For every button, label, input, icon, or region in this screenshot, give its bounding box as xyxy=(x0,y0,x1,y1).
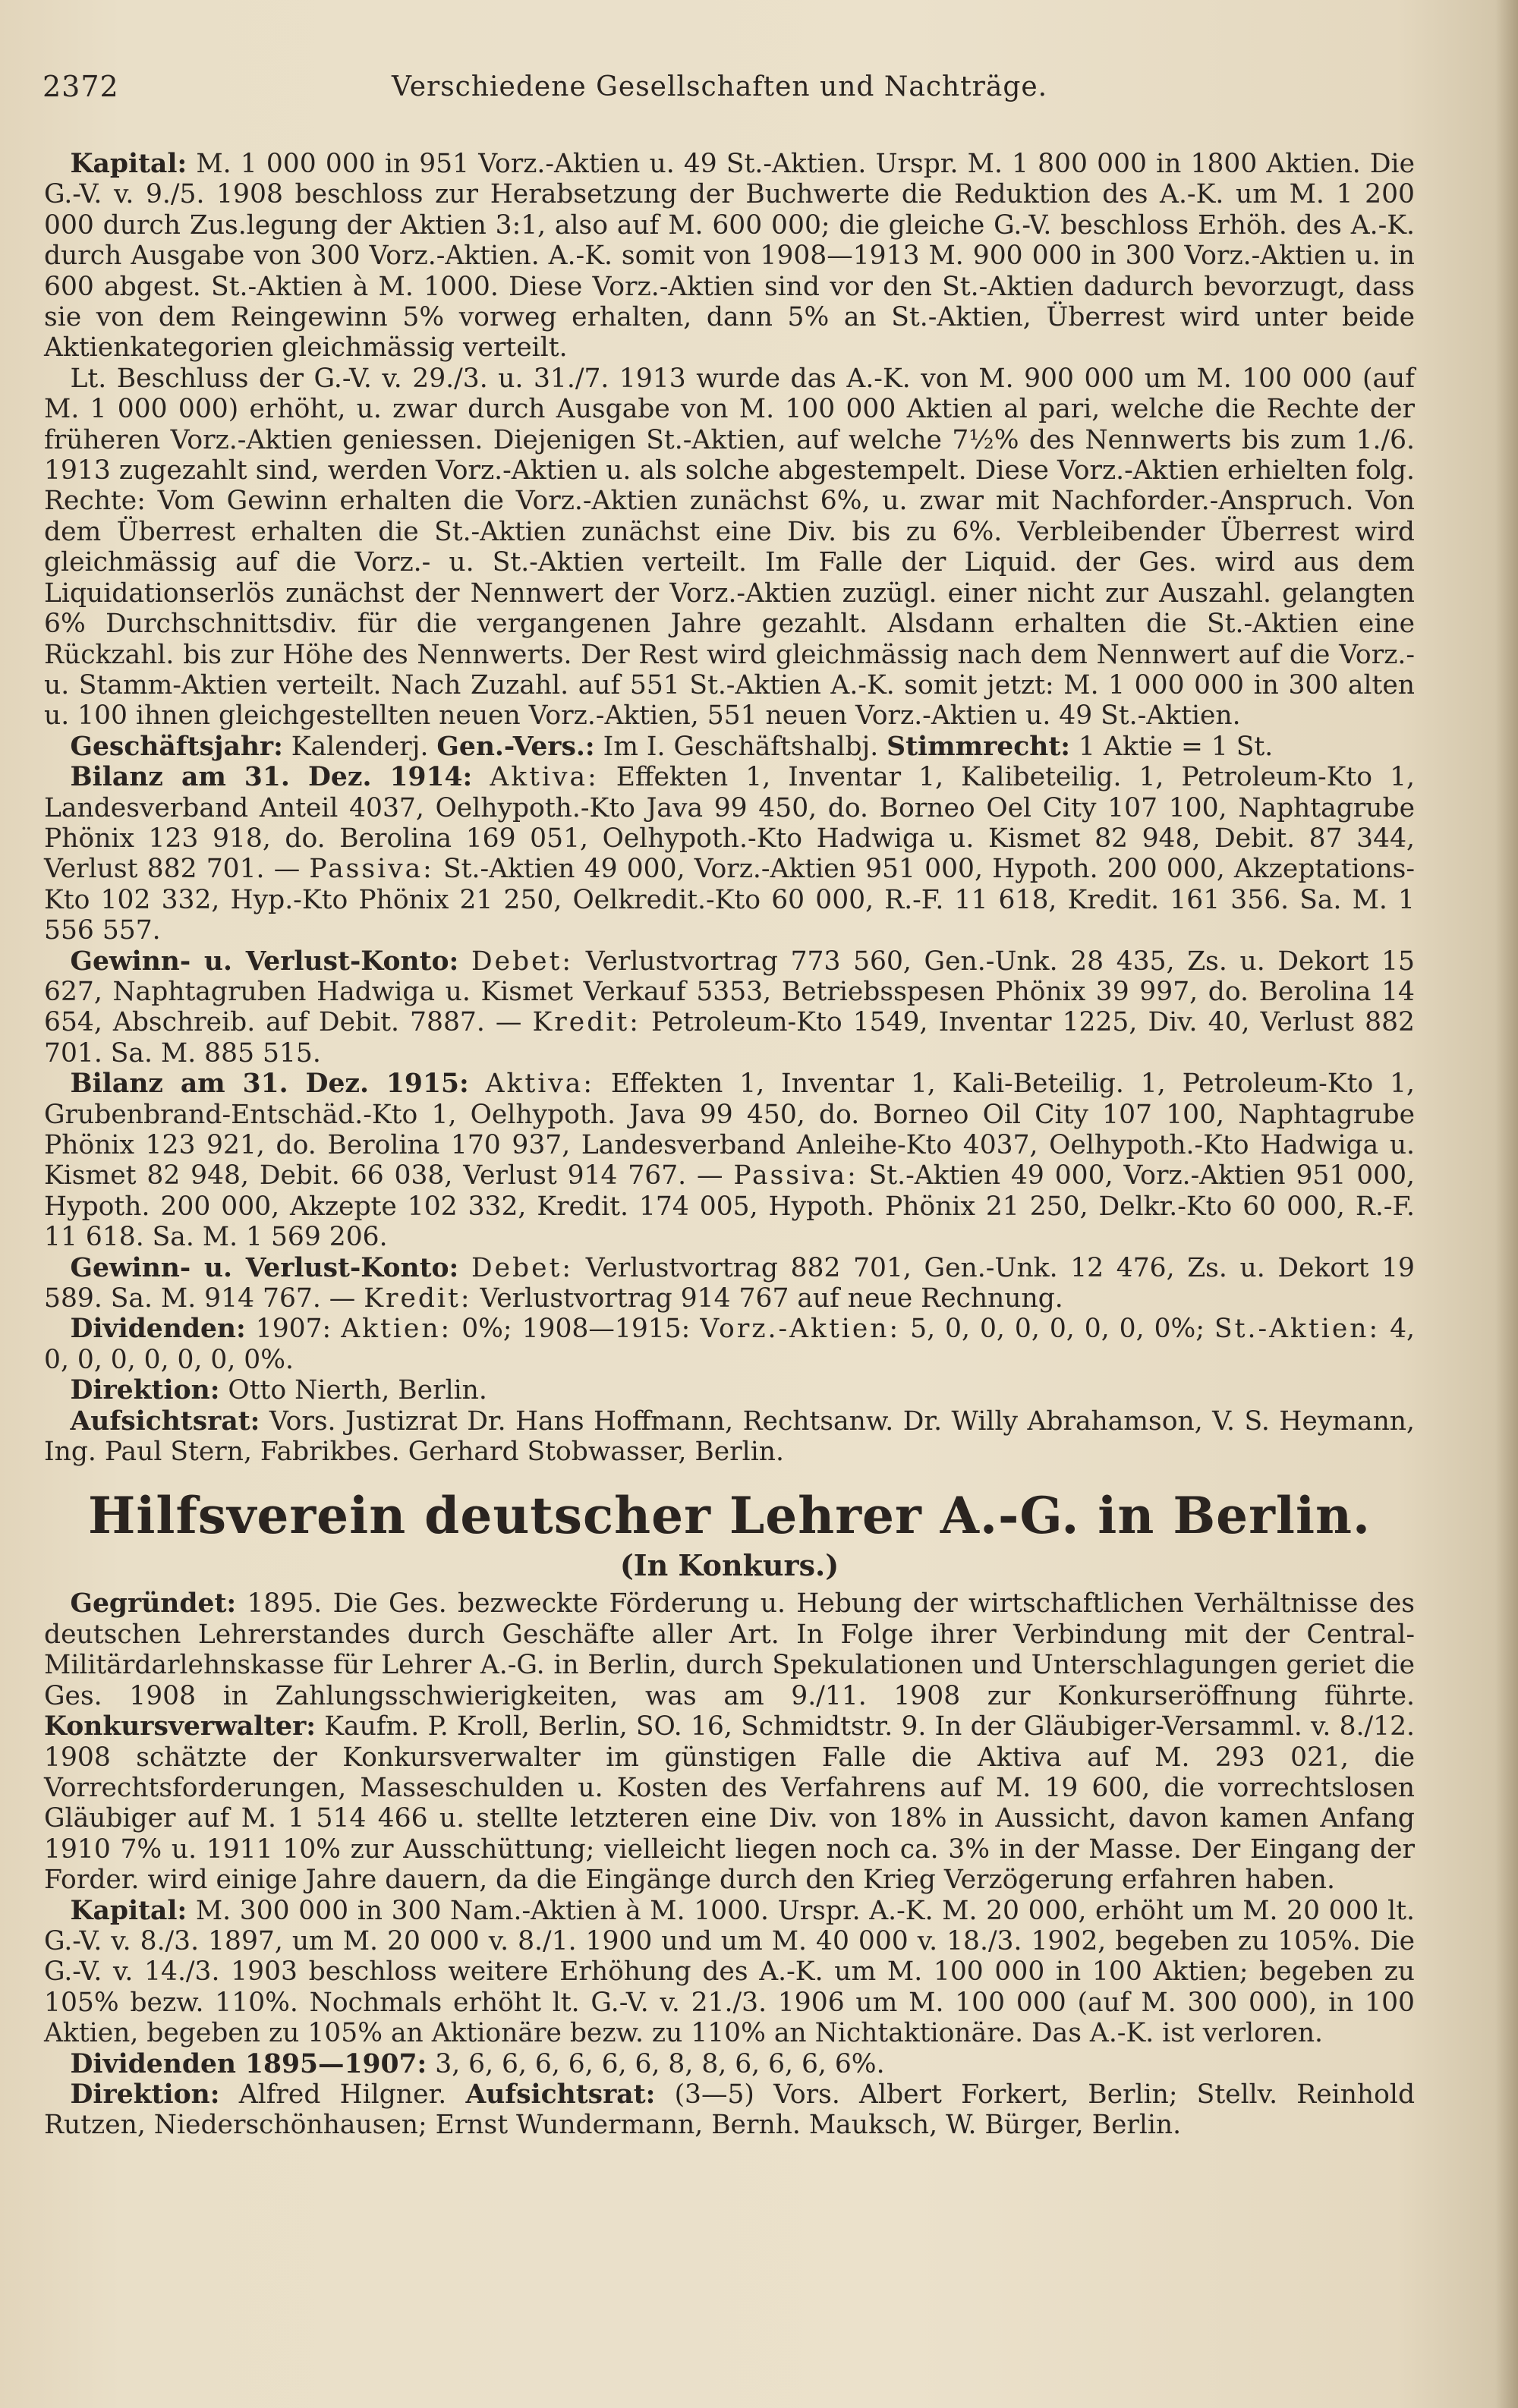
dividenden-vorz-word: Vorz.-Aktien: xyxy=(700,1314,901,1345)
direktion-line xyxy=(44,1375,1415,1405)
dividenden-text-d: 4, 0, 0, 0, 0, 0, 0, 0%. xyxy=(44,1314,1416,1375)
kapital-2-label: Kapital: xyxy=(70,1895,187,1926)
guv-1915-kredit: Verlustvortrag 914 767 auf neue Rechnung. xyxy=(480,1283,1063,1314)
dividenden-paragraph xyxy=(44,1314,1415,1375)
direktion-aufsichtsrat-2-paragraph xyxy=(44,2079,1415,2141)
geschaeftsjahr-line xyxy=(44,732,1415,762)
bilanz-1915-label: Bilanz am 31. Dez. 1915: xyxy=(70,1069,469,1100)
direktion-2-label: Direktion: xyxy=(70,2079,220,2110)
dividenden-2-label: Dividenden 1895—1907: xyxy=(70,2048,427,2079)
stimmrecht-text: 1 Aktie = 1 St. xyxy=(1078,731,1274,762)
konkursverwalter-label: Konkursverwalter: xyxy=(44,1711,317,1742)
dividenden-2-line xyxy=(44,2049,1415,2079)
dividenden-text-c: 5, 0, 0, 0, 0, 0, 0, 0%; xyxy=(910,1314,1205,1345)
konkursverwalter-text: Kaufm. P. Kroll, Berlin, SO. 16, Schmidtstr. 9. In der Gläubiger-Versamml. v. 8./12. 1908 schätzte der Konkursverwalter im günstigen Falle die Aktiva auf M. 293 021, die Vorrechtsforderungen, Masseschulden u. Kosten des Verfahrens auf M. 19 600, die vorrechtslosen Gläubiger auf M. 1 514 466 u. stellte letzteren eine Div. von 18% in Aussicht, davon kamen Anfang 1910 7% u. 1911 10% zur Ausschüttung; vielleicht liegen noch ca. 3% in der Masse. Der Eingang der Forder. wird einige Jahre dauern, da die Eingänge durch den Krieg Verzögerung erfahren haben. xyxy=(44,1711,1415,1896)
kapital-label: Kapital: xyxy=(70,149,187,179)
aufsichtsrat-paragraph xyxy=(44,1406,1415,1468)
dividenden-label: Dividenden: xyxy=(70,1314,246,1345)
debet-word: Debet: xyxy=(471,1252,574,1283)
genvers-text: Im I. Geschäftshalbj. xyxy=(603,731,879,762)
aktiva-word: Aktiva: xyxy=(485,1069,594,1100)
dividenden-text-b: 0%; 1908—1915: xyxy=(461,1314,691,1345)
bilanz-1914-label: Bilanz am 31. Dez. 1914: xyxy=(70,762,473,793)
bilanz-1914-paragraph xyxy=(44,762,1415,946)
bilanz-1914-passiva: St.-Aktien 49 000, Vorz.-Aktien 951 000, Hypoth. 200 000, Akzeptations-Kto 102 332, Hyp.-Kto Phönix 21 250, Oelkredit.-Kto 60 000, R.-F. 11 618, Kredit. 161 356. Sa. M. 1 556 557. xyxy=(44,854,1416,946)
guv-1914-kredit: Petroleum-Kto 1549, Inventar 1225, Div. 40, Verlust 882 701. Sa. M. 885 515. xyxy=(44,1007,1415,1069)
dividenden-aktien-word: Aktien: xyxy=(341,1314,452,1345)
aufsichtsrat-label: Aufsichtsrat: xyxy=(70,1405,260,1437)
geschaeftsjahr-label: Geschäftsjahr: xyxy=(70,731,283,762)
gegruendet-label: Gegründet: xyxy=(70,1588,237,1619)
dividenden-text-a: 1907: xyxy=(255,1314,332,1345)
bilanz-1915-paragraph xyxy=(44,1069,1415,1252)
guv-1914-paragraph xyxy=(44,946,1415,1069)
passiva-word: Passiva: xyxy=(309,854,434,885)
guv-1914-label: Gewinn- u. Verlust-Konto: xyxy=(70,946,459,977)
geschaeftsjahr-text: Kalenderj. xyxy=(291,731,429,762)
kapital-paragraph xyxy=(44,149,1415,364)
company-status: (In Konkurs.) xyxy=(619,1548,839,1583)
aufsichtsrat-text: Vors. Justizrat Dr. Hans Hoffmann, Rechtsanw. Dr. Willy Abrahamson, V. S. Heymann, Ing. Paul Stern, Fabrikbes. Gerhard Stobwasser, Berlin. xyxy=(44,1405,1415,1468)
kapital-paragraph-2 xyxy=(44,364,1415,732)
bilanz-1915-aktiva: Effekten 1, Inventar 1, Kali-Beteilig. 1, Petroleum-Kto 1, Grubenbrand-Entschäd.-Kto 1, Oelhypoth. Java 99 450, do. Borneo Oil City 107 100, Naphtagrube Phönix 123 921, do. Berolina 170 937, Landesverband Anleihe-Kto 4037, Oelhypoth.-Kto Hadwiga u. Kismet 82 948, Debit. 66 038, Verlust 914 767. — xyxy=(44,1069,1416,1191)
kredit-word: Kredit: xyxy=(364,1283,472,1314)
company-title: Hilfsverein deutscher Lehrer A.-G. in Berlin. xyxy=(87,1486,1371,1546)
aufsichtsrat-2-label: Aufsichtsrat: xyxy=(465,2079,656,2110)
page-number: 2372 xyxy=(43,70,119,103)
page-spine-shadow xyxy=(1495,0,1518,2408)
direktion-label: Direktion: xyxy=(70,1375,220,1406)
guv-1914-debet: Verlustvortrag 773 560, Gen.-Unk. 28 435, Zs. u. Dekort 15 627, Naphtagruben Hadwiga u. Kismet Verkauf 5353, Betriebsspesen Phönix 39 997, do. Berolina 14 654, Abschreib. auf Debit. 7887. — xyxy=(44,946,1416,1038)
gegruendet-text: 1895. Die Ges. bezweckte Förderung u. Hebung der wirtschaftlichen Verhältnisse des deutschen Lehrerstandes durch Geschäfte aller Art. In Folge ihrer Verbindung mit der Central-Militärdarlehnskasse für Lehrer A.-G. in Berlin, durch Spekulationen und Unterschlagungen geriet die Ges. 1908 in Zahlungsschwierigkeiten, was am 9./11. 1908 zur Konkurseröffnung führte. xyxy=(44,1588,1415,1711)
passiva-word: Passiva: xyxy=(733,1160,858,1191)
kredit-word: Kredit: xyxy=(532,1007,641,1038)
aktiva-word: Aktiva: xyxy=(490,762,599,793)
dividenden-st-word: St.-Aktien: xyxy=(1214,1314,1381,1345)
guv-1915-label: Gewinn- u. Verlust-Konto: xyxy=(70,1252,459,1283)
company-heading xyxy=(44,1482,1415,1582)
bilanz-1914-aktiva: Effekten 1, Inventar 1, Kalibeteilig. 1, Petroleum-Kto 1, Landesverband Anteil 4037, Oelhypoth.-Kto Java 99 450, do. Borneo Oel City 107 100, Naphtagrube Phönix 123 918, do. Berolina 169 051, Oelhypoth.-Kto Hadwiga u. Kismet 82 948, Debit. 87 344, Verlust 882 701. — xyxy=(44,762,1415,885)
guv-1915-debet: Verlustvortrag 882 701, Gen.-Unk. 12 476, Zs. u. Dekort 19 589. Sa. M. 914 767. — xyxy=(44,1252,1416,1314)
page-content xyxy=(44,149,1415,2141)
debet-word: Debet: xyxy=(471,946,574,977)
direktion-text: Otto Nierth, Berlin. xyxy=(228,1375,487,1406)
page-header xyxy=(43,70,1472,115)
kapital-text-2: Lt. Beschluss der G.-V. v. 29./3. u. 31./7. 1913 wurde das A.-K. von M. 900 000 um M. 100 000 (auf M. 1 000 000) erhöht, u. zwar durch Ausgabe von M. 100 000 Aktien al pari, welche die Rechte der früheren Vorz.-Aktien geniessen. Diejenigen St.-Aktien, auf welche 7½% des Nennwerts bis zum 1./6. 1913 zugezahlt sind, werden Vorz.-Aktien u. als solche abgestempelt. Diese Vorz.-Aktien erhielten folg. Rechte: Vom Gewinn erhalten die Vorz.-Aktien zunächst 6%, u. zwar mit Nachforder.-Anspruch. Von dem Überrest erhalten die St.-Aktien zunächst eine Div. bis zu 6%. Verbleibender Überrest wird gleichmässig auf die Vorz.- u. St.-Aktien verteilt. Im Falle der Liquid. der Ges. wird aus dem Liquidationserlös zunächst der Nennwert der Vorz.-Aktien zuzügl. einer nicht zur Auszahl. gelangten 6% Durchschnittsdiv. für die vergangenen Jahre gezahlt. Alsdann erhalten die St.-Aktien eine Rückzahl. bis zur Höhe des Nennwerts. Der Rest wird gleichmässig nach dem Nennwert auf die Vorz.- u. Stamm-Aktien verteilt. Nach Zuzahl. auf 551 St.-Aktien A.-K. somit jetzt: M. 1 000 000 in 300 alten u. 100 ihnen gleichgestellten neuen Vorz.-Aktien, 551 neuen Vorz.-Aktien u. 49 St.-Aktien. xyxy=(44,363,1415,732)
kapital-2-paragraph xyxy=(44,1896,1415,2049)
genvers-label: Gen.-Vers.: xyxy=(436,731,595,762)
gegruendet-paragraph xyxy=(44,1588,1415,1895)
bilanz-1915-passiva: St.-Aktien 49 000, Vorz.-Aktien 951 000, Hypoth. 200 000, Akzepte 102 332, Kredit. 174 005, Hypoth. Phönix 21 250, Delkr.-Kto 60 000, R.-F. 11 618. Sa. M. 1 569 206. xyxy=(44,1160,1416,1253)
stimmrecht-label: Stimmrecht: xyxy=(887,731,1071,762)
aufsichtsrat-2-text: (3—5) Vors. Albert Forkert, Berlin; Stellv. Reinhold Rutzen, Niederschönhausen; Ernst Wundermann, Bernh. Mauksch, W. Bürger, Berlin. xyxy=(44,2079,1416,2141)
running-title: Verschiedene Gesellschaften und Nachträge. xyxy=(392,71,1048,102)
kapital-2-text: M. 300 000 in 300 Nam.-Aktien à M. 1000. Urspr. A.-K. M. 20 000, erhöht um M. 20 000 lt. G.-V. v. 8./3. 1897, um M. 20 000 v. 8./1. 1900 und um M. 40 000 v. 18./3. 1902, begeben zu 105%. Die G.-V. v. 14./3. 1903 beschloss weitere Erhöhung des A.-K. um M. 100 000 in 100 Aktien; begeben zu 105% bezw. 110%. Nochmals erhöht lt. G.-V. v. 21./3. 1906 um M. 100 000 (auf M. 300 000), in 100 Aktien, begeben zu 105% an Aktionäre bezw. zu 110% an Nichtaktionäre. Das A.-K. ist verloren. xyxy=(44,1895,1415,2049)
direktion-2-text: Alfred Hilgner. xyxy=(238,2079,447,2110)
guv-1915-paragraph xyxy=(44,1253,1415,1314)
dividenden-2-text: 3, 6, 6, 6, 6, 6, 6, 8, 8, 6, 6, 6, 6%. xyxy=(435,2048,885,2079)
kapital-text: M. 1 000 000 in 951 Vorz.-Aktien u. 49 St.-Aktien. Urspr. M. 1 800 000 in 1800 Aktien. Die G.-V. v. 9./5. 1908 beschloss zur Herabsetzung der Buchwerte die Reduktion des A.-K. um M. 1 200 000 durch Zus.legung der Aktien 3:1, also auf M. 600 000; die gleiche G.-V. beschloss Erhöh. des A.-K. durch Ausgabe von 300 Vorz.-Aktien. A.-K. somit von 1908—1913 M. 900 000 in 300 Vorz.-Aktien u. in 600 abgest. St.-Aktien à M. 1000. Diese Vorz.-Aktien sind vor den St.-Aktien dadurch bevorzugt, dass sie von dem Reingewinn 5% vorweg erhalten, dann 5% an St.-Aktien, Überrest wird unter beide Aktienkategorien gleichmässig verteilt. xyxy=(44,149,1415,364)
